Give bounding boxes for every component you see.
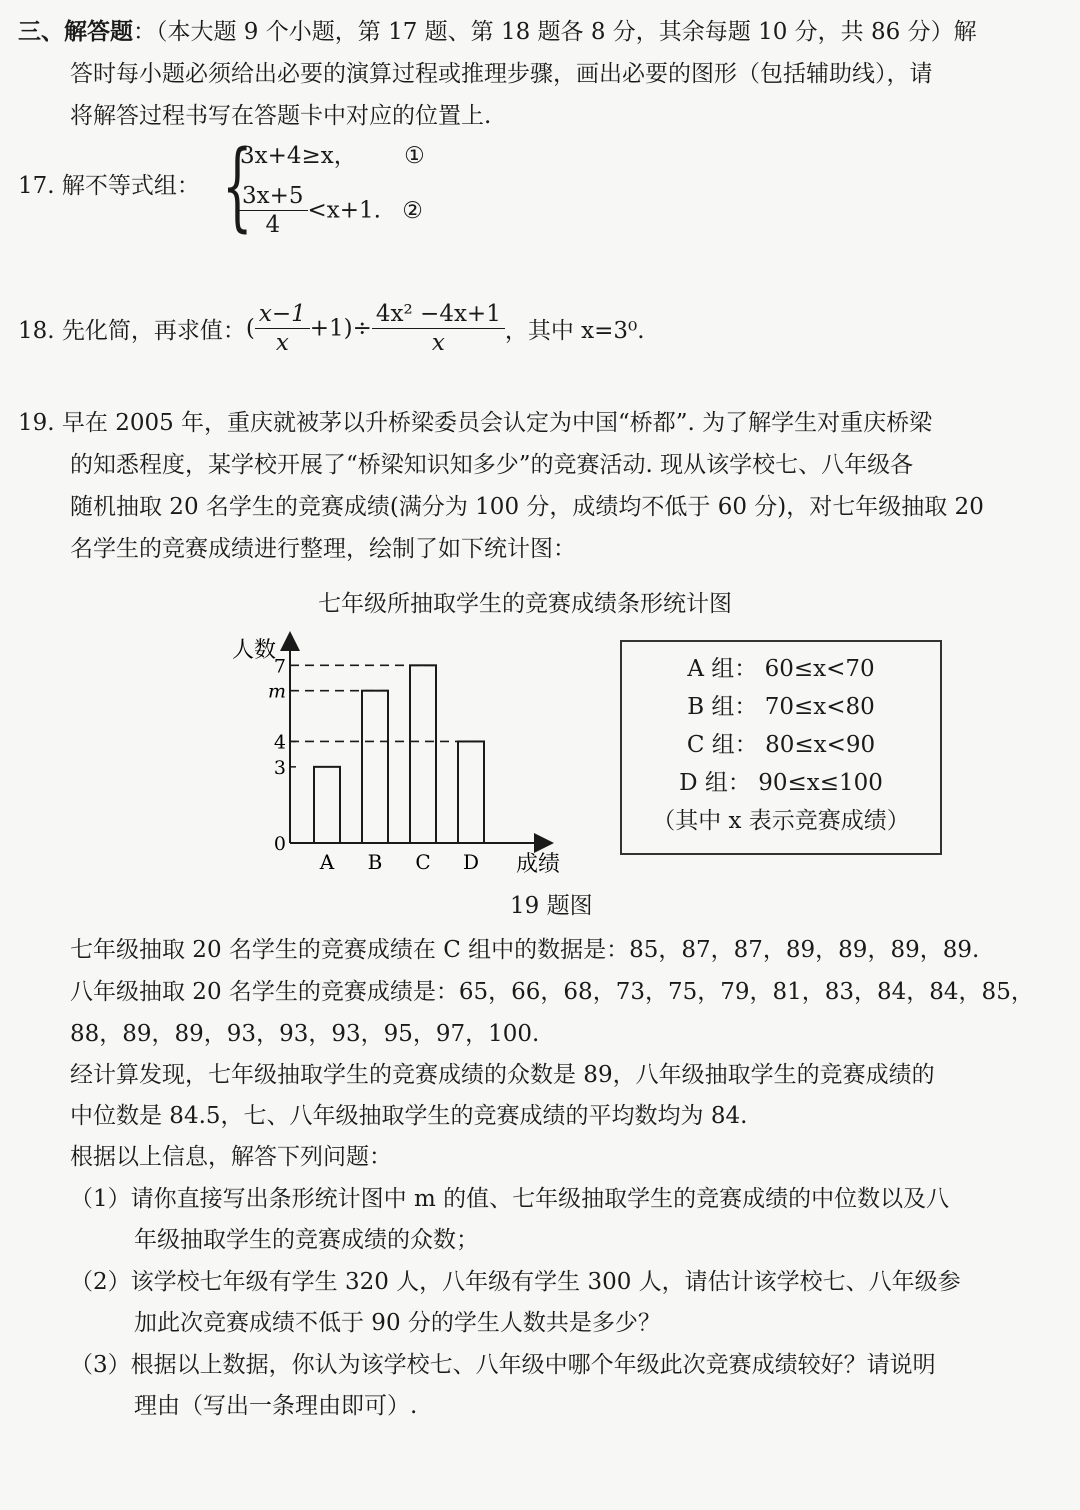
section-intro-line3: 将解答过程书写在答题卡中对应的位置上. bbox=[70, 103, 492, 129]
q18-label: 18. 先化简，再求值： bbox=[18, 318, 246, 344]
q19-data-5: 中位数是 84.5，七、八年级抽取学生的竞赛成绩的平均数均为 84. bbox=[70, 1103, 748, 1129]
legend-group-d: D 组： 90≤x≤100 bbox=[679, 770, 883, 796]
q19-sub-3a: （3）根据以上数据，你认为该学校七、八年级中哪个年级此次竞赛成绩较好？请说明 bbox=[70, 1352, 936, 1378]
q17-label: 17. 解不等式组： bbox=[18, 173, 200, 199]
y-axis-label: 人数 bbox=[232, 638, 277, 663]
q17-inequality-1: 3x+4≥x， ① bbox=[240, 143, 425, 169]
q19-sub-1a: （1）请你直接写出条形统计图中 m 的值、七年级抽取学生的竞赛成绩的中位数以及八 bbox=[70, 1186, 950, 1212]
y-tick-label: 0 bbox=[273, 833, 286, 855]
q19-sub-2a: （2）该学校七年级有学生 320 人，八年级有学生 300 人，请估计该学校七、八年级参 bbox=[70, 1269, 961, 1295]
q17-mark-1: ① bbox=[404, 143, 425, 169]
y-tick-label: 4 bbox=[273, 731, 286, 754]
figure-caption: 19 题图 bbox=[510, 893, 593, 919]
section-title: 三、解答题 bbox=[18, 18, 133, 45]
legend-note: （其中 x 表示竞赛成绩） bbox=[652, 808, 910, 834]
q19-data-6: 根据以上信息，解答下列问题： bbox=[70, 1144, 392, 1170]
q19-paragraph-3: 随机抽取 20 名学生的竞赛成绩(满分为 100 分，成绩均不低于 60 分)，对七年级抽取 20 bbox=[70, 494, 984, 520]
q17-brace: { bbox=[222, 130, 253, 242]
q19-data-1: 七年级抽取 20 名学生的竞赛成绩在 C 组中的数据是：85，87，87，89，89，89，89. bbox=[70, 937, 980, 963]
x-tick-c: C bbox=[415, 850, 431, 874]
q19-sub-2b: 加此次竞赛成绩不低于 90 分的学生人数共是多少？ bbox=[134, 1310, 661, 1336]
x-tick-a: A bbox=[319, 850, 335, 874]
q18-fraction-1: $\frac{x-1}{x}$ bbox=[255, 300, 310, 357]
q19-paragraph-1: 19. 早在 2005 年，重庆就被茅以升桥梁委员会认定为中国“桥都”. 为了解学生对重庆桥梁 bbox=[18, 410, 933, 436]
bar-b bbox=[362, 691, 388, 843]
q17-mark-2: ② bbox=[402, 197, 423, 224]
y-tick-label: m bbox=[267, 680, 286, 703]
q18-expression: 18. 先化简，再求值：( $\frac{x-1}{x}$ +1)÷ $\frac{\text{4x² −4x+1}}{x}$ ，其中 x=3⁰. bbox=[18, 301, 645, 356]
y-tick-label: 7 bbox=[273, 655, 286, 678]
bar-chart bbox=[220, 625, 580, 890]
section-intro-line1: 三、解答题：（本大题 9 个小题，第 17 题、第 18 题各 8 分，其余每题 10 分，共 86 分）解 bbox=[18, 18, 977, 45]
q18-fraction-2: $\frac{\text{4x² −4x+1}}{x}$ bbox=[372, 300, 505, 357]
x-tick-d: D bbox=[462, 850, 480, 874]
bar-a bbox=[314, 767, 340, 843]
q17-inequality-2: $\frac{3x+5}{4}$ <x+1. ② bbox=[238, 182, 423, 239]
q19-sub-1b: 年级抽取学生的竞赛成绩的众数； bbox=[134, 1227, 479, 1253]
q19-data-3: 88，89，89，93，93，93，95，97，100. bbox=[70, 1021, 540, 1047]
legend-box bbox=[620, 640, 942, 855]
q19-data-2: 八年级抽取 20 名学生的竞赛成绩是：65，66，68，73，75，79，81，83，84，84，85， bbox=[70, 979, 1034, 1005]
y-tick-label: 3 bbox=[273, 756, 286, 779]
legend-group-b: B 组： 70≤x<80 bbox=[687, 694, 875, 720]
bar-d bbox=[458, 741, 484, 843]
x-axis-label: 成绩 bbox=[516, 852, 561, 877]
legend-group-c: C 组： 80≤x<90 bbox=[686, 732, 876, 758]
section-intro-line2: 答时每小题必须给出必要的演算过程或推理步骤，画出必要的图形（包括辅助线），请 bbox=[70, 61, 933, 87]
q19-paragraph-4: 名学生的竞赛成绩进行整理，绘制了如下统计图： bbox=[70, 536, 576, 562]
bar-c bbox=[410, 665, 436, 843]
q17-fraction: $\frac{3x+5}{4}$ bbox=[238, 182, 308, 239]
x-tick-b: B bbox=[367, 850, 383, 874]
q19-sub-3b: 理由（写出一条理由即可）. bbox=[134, 1393, 418, 1419]
chart-title: 七年级所抽取学生的竞赛成绩条形统计图 bbox=[318, 591, 732, 617]
q19-paragraph-2: 的知悉程度，某学校开展了“桥梁知识知多少”的竞赛活动. 现从该学校七、八年级各 bbox=[70, 452, 914, 478]
q19-data-4: 经计算发现，七年级抽取学生的竞赛成绩的众数是 89，八年级抽取学生的竞赛成绩的 bbox=[70, 1062, 935, 1088]
legend-group-a: A 组： 60≤x<70 bbox=[687, 656, 875, 682]
